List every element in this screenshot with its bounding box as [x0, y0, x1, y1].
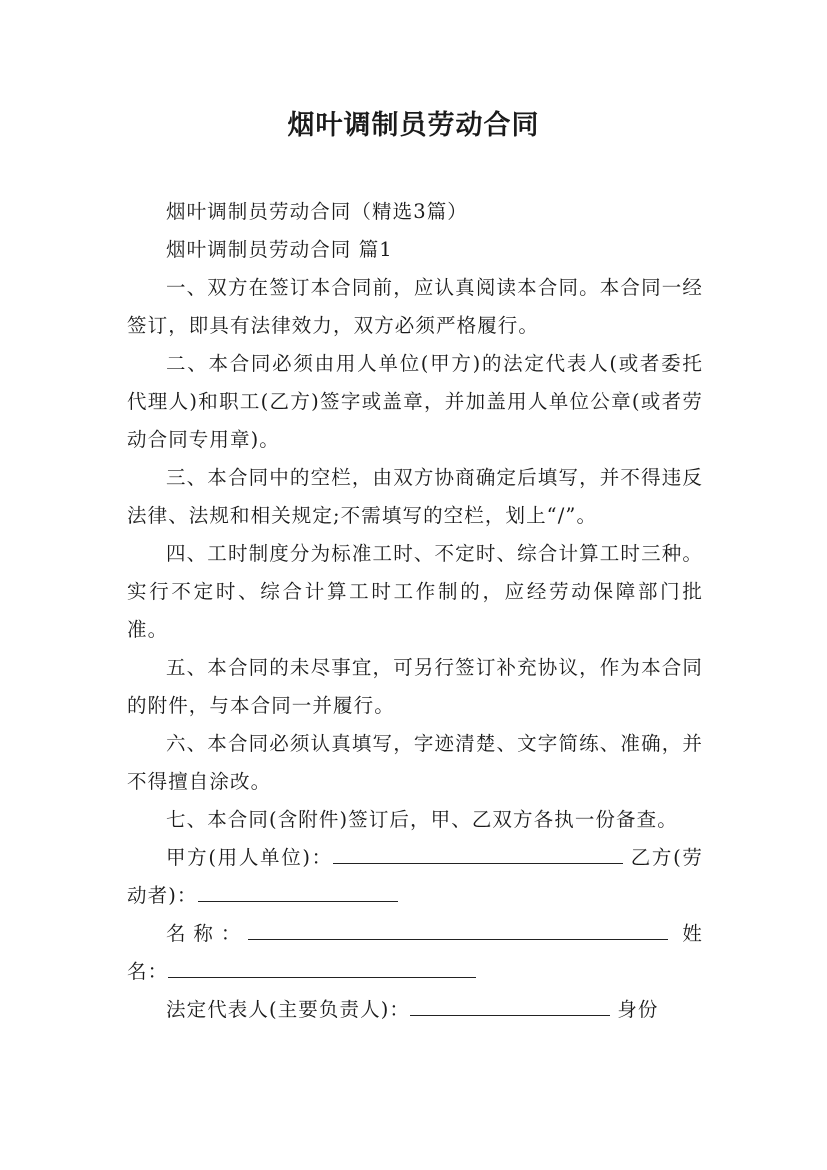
paragraph-section-heading: 烟叶调制员劳动合同 篇1: [166, 238, 393, 261]
paragraph-subtitle: 烟叶调制员劳动合同（精选3篇）: [166, 200, 468, 223]
signature-parties-row: [127, 839, 703, 915]
paragraph-clause-5: 五、本合同的未尽事宜，可另行签订补充协议，作为本合同的附件，与本合同一并履行。: [127, 656, 703, 717]
document-body: [127, 193, 703, 1029]
signature-name-row: [127, 915, 703, 991]
paragraph-clause-1: 一、双方在签订本合同前，应认真阅读本合同。本合同一经签订，即具有法律效力，双方必须严格履行。: [127, 276, 703, 337]
legal-rep-label: 法定代表人(主要负责人)：: [166, 998, 411, 1021]
document-title: 烟叶调制员劳动合同: [287, 110, 540, 141]
person-name-label: 姓名：: [127, 922, 703, 983]
paragraph-clause-6: 六、本合同必须认真填写，字迹清楚、文字简练、准确，并不得擅自涂改。: [127, 732, 703, 793]
party-a-label: 甲方(用人单位)：: [166, 846, 333, 869]
id-label: 身份: [617, 998, 659, 1021]
paragraph-clause-7: 七、本合同(含附件)签订后，甲、乙双方各执一份备查。: [166, 808, 678, 831]
paragraph-clause-4: 四、工时制度分为标准工时、不定时、综合计算工时三种。实行不定时、综合计算工时工作制的，应经劳动保障部门批准。: [127, 542, 703, 641]
paragraph-clause-2: 二、本合同必须由用人单位(甲方)的法定代表人(或者委托代理人)和职工(乙方)签字或盖章，并加盖用人单位公章(或者劳动合同专用章)。: [127, 352, 703, 451]
party-a-blank: [333, 842, 623, 864]
signature-legal-rep-row: [127, 991, 703, 1029]
paragraph-clause-3: 三、本合同中的空栏，由双方协商确定后填写，并不得违反法律、法规和相关规定;不需填写的空栏，划上“/”。: [127, 466, 703, 527]
party-b-blank: [198, 880, 398, 902]
name-label: 名称：: [166, 922, 249, 945]
name-blank: [248, 918, 668, 940]
party-b-label: 乙方(劳动者)：: [127, 846, 703, 907]
legal-rep-blank: [410, 994, 610, 1016]
person-name-blank: [168, 956, 476, 978]
